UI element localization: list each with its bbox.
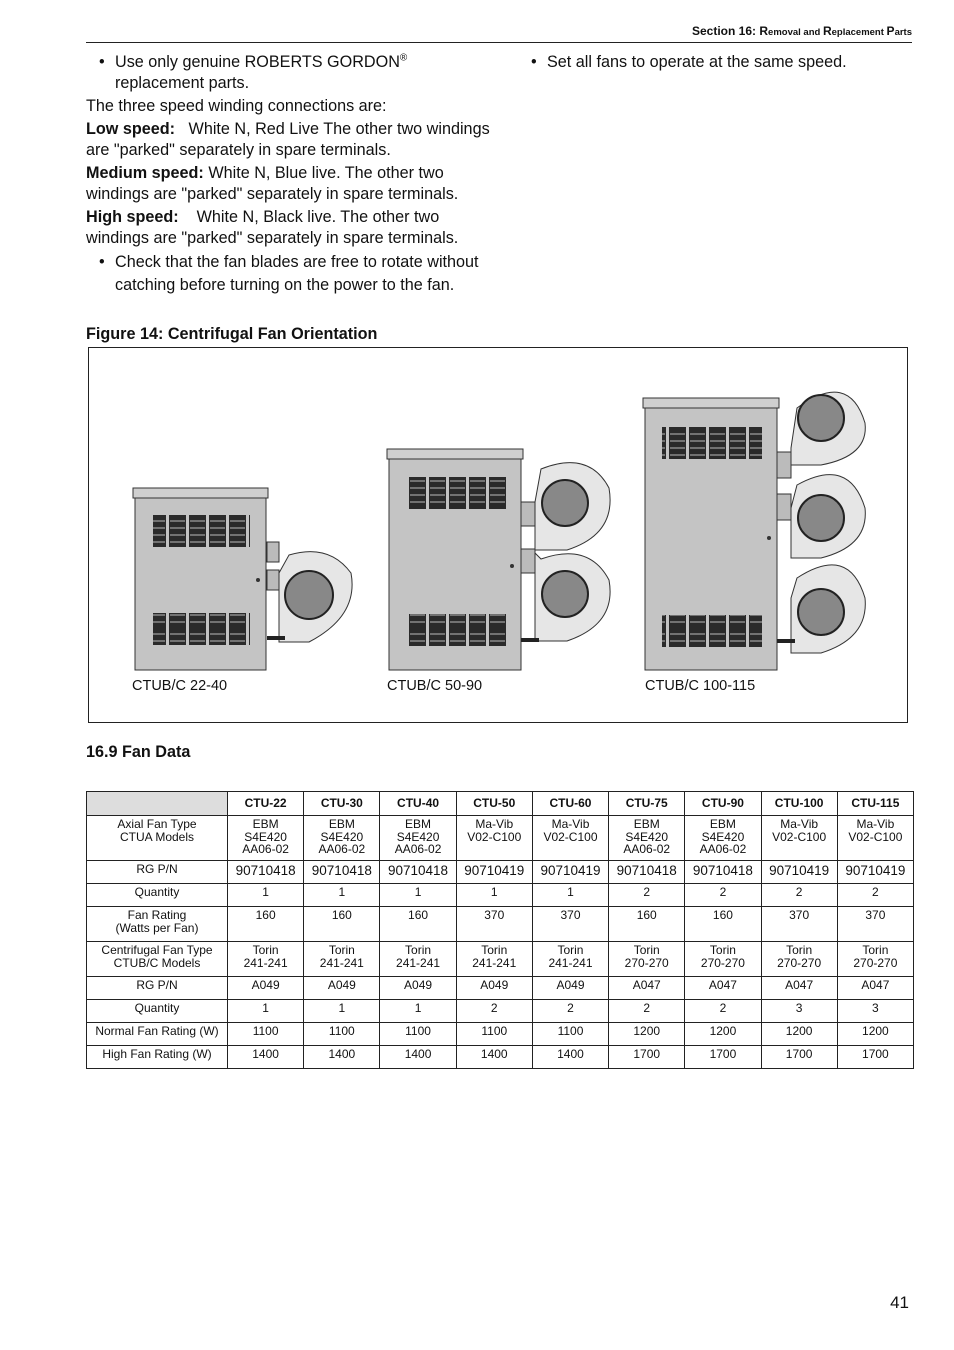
table-row-label: Fan Rating (Watts per Fan) bbox=[87, 907, 228, 942]
table-row bbox=[87, 1000, 914, 1023]
table-cell: 2 bbox=[609, 1000, 685, 1023]
unit-ctub-22-40 bbox=[133, 488, 352, 670]
table-row bbox=[87, 1046, 914, 1069]
table-cell: A047 bbox=[837, 977, 913, 1000]
table-cell: Ma-Vib V02-C100 bbox=[456, 816, 532, 861]
table-cell: 3 bbox=[761, 1000, 837, 1023]
table-cell: 1400 bbox=[380, 1046, 456, 1069]
table-cell: 1400 bbox=[228, 1046, 304, 1069]
table-header-cell: CTU-60 bbox=[532, 792, 608, 816]
table-cell: 370 bbox=[532, 907, 608, 942]
unit-ctub-50-90 bbox=[387, 449, 610, 670]
table-cell: 160 bbox=[685, 907, 761, 942]
table-cell: Torin 241-241 bbox=[456, 942, 532, 977]
table-cell: 1100 bbox=[456, 1023, 532, 1046]
table-cell: 1 bbox=[456, 884, 532, 907]
table-cell: 1 bbox=[228, 884, 304, 907]
table-row bbox=[87, 907, 914, 942]
table-cell: 1400 bbox=[456, 1046, 532, 1069]
bullet-genuine-parts: • Use only genuine ROBERTS GORDON® replacement parts. bbox=[86, 52, 506, 94]
table-row-label: Axial Fan Type CTUA Models bbox=[87, 816, 228, 861]
table-row-label: Normal Fan Rating (W) bbox=[87, 1023, 228, 1046]
table-row bbox=[87, 1023, 914, 1046]
speed-medium: Medium speed: White N, Blue live. The other two windings are "parked" separately in spare terminals. bbox=[86, 164, 459, 203]
caption-ctub-100-115: CTUB/C 100-115 bbox=[645, 678, 756, 694]
table-cell: 90710419 bbox=[761, 861, 837, 884]
table-cell: 1 bbox=[304, 1000, 380, 1023]
table-cell: 1 bbox=[304, 884, 380, 907]
table-cell: 1200 bbox=[609, 1023, 685, 1046]
intro-text: The three speed winding connections are: bbox=[86, 97, 387, 115]
table-row bbox=[87, 861, 914, 884]
table-cell: 1700 bbox=[837, 1046, 913, 1069]
caption-ctub-22-40: CTUB/C 22-40 bbox=[132, 678, 228, 694]
table-cell: Torin 241-241 bbox=[380, 942, 456, 977]
table-cell: A049 bbox=[380, 977, 456, 1000]
table-cell: A047 bbox=[609, 977, 685, 1000]
table-row bbox=[87, 977, 914, 1000]
page-number: 41 bbox=[890, 1293, 909, 1312]
table-cell: Torin 270-270 bbox=[609, 942, 685, 977]
table-cell: 2 bbox=[837, 884, 913, 907]
table-cell: A049 bbox=[456, 977, 532, 1000]
bullet-check-blades: • Check that the fan blades are free to rotate without catching before turning on the power to the fan. bbox=[86, 251, 506, 296]
fan-orientation-illustration bbox=[89, 348, 909, 724]
table-cell: 160 bbox=[609, 907, 685, 942]
table-cell: 90710418 bbox=[228, 861, 304, 884]
table-cell: 1200 bbox=[761, 1023, 837, 1046]
table-cell: EBM S4E420 AA06-02 bbox=[228, 816, 304, 861]
table-cell: EBM S4E420 AA06-02 bbox=[380, 816, 456, 861]
table-cell: Torin 270-270 bbox=[685, 942, 761, 977]
table-cell: 1 bbox=[380, 884, 456, 907]
table-cell: 1100 bbox=[380, 1023, 456, 1046]
table-cell: 90710419 bbox=[532, 861, 608, 884]
table-row-label: Quantity bbox=[87, 884, 228, 907]
table-row-label: High Fan Rating (W) bbox=[87, 1046, 228, 1069]
table-cell: 90710418 bbox=[304, 861, 380, 884]
table-cell: 90710418 bbox=[609, 861, 685, 884]
bullet-same-speed: • Set all fans to operate at the same speed. bbox=[518, 52, 918, 73]
table-cell: 2 bbox=[685, 1000, 761, 1023]
table-cell: Torin 241-241 bbox=[228, 942, 304, 977]
figure-box bbox=[88, 347, 908, 723]
table-header-cell: CTU-40 bbox=[380, 792, 456, 816]
table-cell: EBM S4E420 AA06-02 bbox=[685, 816, 761, 861]
header-section: Section 16: bbox=[692, 24, 760, 38]
table-cell: 160 bbox=[304, 907, 380, 942]
table-cell: 370 bbox=[456, 907, 532, 942]
table-row bbox=[87, 816, 914, 861]
table-cell: 1700 bbox=[761, 1046, 837, 1069]
speed-low: Low speed: White N, Red Live The other two windings are "parked" separately in spare terminals. bbox=[86, 120, 490, 159]
table-cell: 2 bbox=[685, 884, 761, 907]
table-header-cell: CTU-50 bbox=[456, 792, 532, 816]
table-cell: 90710418 bbox=[380, 861, 456, 884]
table-cell: 1200 bbox=[685, 1023, 761, 1046]
table-cell: Torin 270-270 bbox=[761, 942, 837, 977]
table-body bbox=[87, 816, 914, 1069]
table-cell: Torin 241-241 bbox=[532, 942, 608, 977]
left-column bbox=[86, 52, 506, 298]
table-cell: A049 bbox=[304, 977, 380, 1000]
page-header: Section 16: Removal and Replacement Parts bbox=[86, 24, 912, 43]
table-cell: 1 bbox=[228, 1000, 304, 1023]
table-cell: 2 bbox=[532, 1000, 608, 1023]
table-cell: A049 bbox=[228, 977, 304, 1000]
table-cell: 160 bbox=[380, 907, 456, 942]
table-row-label: Centrifugal Fan Type CTUB/C Models bbox=[87, 942, 228, 977]
table-header-cell: CTU-100 bbox=[761, 792, 837, 816]
table-cell: 1100 bbox=[304, 1023, 380, 1046]
table-cell: 1 bbox=[380, 1000, 456, 1023]
table-cell: A047 bbox=[761, 977, 837, 1000]
table-cell: 90710418 bbox=[685, 861, 761, 884]
unit-ctub-100-115 bbox=[643, 392, 865, 670]
table-row bbox=[87, 884, 914, 907]
table-cell: 3 bbox=[837, 1000, 913, 1023]
table-row-label: RG P/N bbox=[87, 861, 228, 884]
table-cell: 370 bbox=[837, 907, 913, 942]
table-header-row bbox=[87, 792, 914, 816]
table-cell: Ma-Vib V02-C100 bbox=[532, 816, 608, 861]
figure-title: Figure 14: Centrifugal Fan Orientation bbox=[86, 325, 378, 343]
table-cell: 2 bbox=[456, 1000, 532, 1023]
table-cell: 160 bbox=[228, 907, 304, 942]
table-cell: A049 bbox=[532, 977, 608, 1000]
table-cell: 1400 bbox=[532, 1046, 608, 1069]
caption-ctub-50-90: CTUB/C 50-90 bbox=[387, 678, 483, 694]
table-cell: 90710419 bbox=[837, 861, 913, 884]
table-row bbox=[87, 942, 914, 977]
table-cell: Torin 241-241 bbox=[304, 942, 380, 977]
table-cell: 370 bbox=[761, 907, 837, 942]
table-cell: 1700 bbox=[685, 1046, 761, 1069]
table-header-cell: CTU-90 bbox=[685, 792, 761, 816]
table-row-label: Quantity bbox=[87, 1000, 228, 1023]
table-cell: 1 bbox=[532, 884, 608, 907]
table-cell: 1100 bbox=[228, 1023, 304, 1046]
table-cell: EBM S4E420 AA06-02 bbox=[609, 816, 685, 861]
table-header-cell: CTU-115 bbox=[837, 792, 913, 816]
table-cell: Ma-Vib V02-C100 bbox=[761, 816, 837, 861]
table-cell: 2 bbox=[761, 884, 837, 907]
table-cell: A047 bbox=[685, 977, 761, 1000]
fan-data-table bbox=[86, 791, 914, 1069]
table-cell: 2 bbox=[609, 884, 685, 907]
table-cell: 90710419 bbox=[456, 861, 532, 884]
table-row-label: RG P/N bbox=[87, 977, 228, 1000]
table-cell: 1100 bbox=[532, 1023, 608, 1046]
table-cell: EBM S4E420 AA06-02 bbox=[304, 816, 380, 861]
table-cell: Torin 270-270 bbox=[837, 942, 913, 977]
speed-high: High speed: White N, Black live. The other two windings are "parked" separately in spare terminals. bbox=[86, 208, 459, 247]
table-header-cell: CTU-75 bbox=[609, 792, 685, 816]
table-header-cell: CTU-22 bbox=[228, 792, 304, 816]
right-column bbox=[518, 52, 918, 75]
table-cell: Ma-Vib V02-C100 bbox=[837, 816, 913, 861]
table-cell: 1400 bbox=[304, 1046, 380, 1069]
table-cell: 1200 bbox=[837, 1023, 913, 1046]
table-corner-cell bbox=[87, 792, 228, 816]
table-cell: 1700 bbox=[609, 1046, 685, 1069]
section-title: 16.9 Fan Data bbox=[86, 743, 191, 761]
table-header-cell: CTU-30 bbox=[304, 792, 380, 816]
